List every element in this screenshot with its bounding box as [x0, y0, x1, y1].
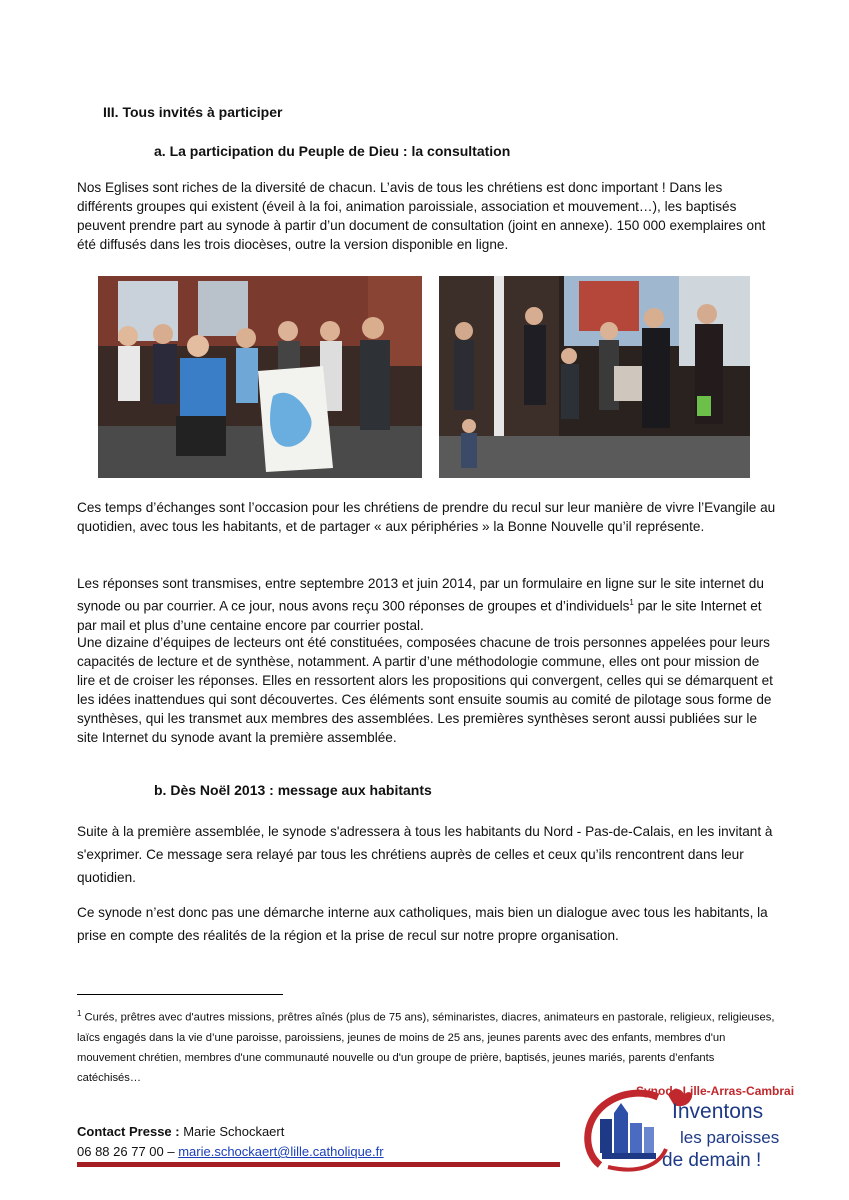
contact-label: Contact Presse : [77, 1124, 180, 1139]
contact-email-link[interactable]: marie.schockaert@lille.catholique.fr [178, 1144, 384, 1159]
subsection-heading-b: b. Dès Noël 2013 : message aux habitants [154, 782, 432, 798]
subsection-heading-a: a. La participation du Peuple de Dieu : la consultation [154, 143, 511, 159]
logo-title: Synode Lille-Arras-Cambrai [636, 1084, 795, 1098]
paragraph-message-habitants: Suite à la première assemblée, le synode s'adressera à tous les habitants du Nord - Pas-de-Calais, en les invitant à s'exprimer. Ce message sera relayé par tous les chrétiens auprès de celles et ceux qu’ils rencontrent dans leur quotidien. [77, 824, 773, 885]
paragraph-reponses-part1: Les réponses sont transmises, entre septembre 2013 et juin 2014, par un formulaire en ligne sur le site internet du synode ou par courrier. A ce jour, nous avons reçu 300 réponses de groupes et d’individuels [77, 576, 764, 614]
footnote-text: Curés, prêtres avec d'autres missions, prêtres aînés (plus de 75 ans), séminaristes, diacres, animateurs en pastorale, religieux, religieuses, laïcs engagés dans la vie d’une paroisse, paroissiens, jeunes de moins de 25 ans, jeunes parents avec des enfants, membres d'un mouvement chrétien, membres d'une communauté nouvelle ou d'un groupe de prière, baptisés, jeunes mariés, parents d’enfants catéchisés… [77, 1011, 775, 1084]
paragraph-echanges: Ces temps d’échanges sont l’occasion pour les chrétiens de prendre du recul sur leur manière de vivre l’Evangile au quotidien, avec tous les habitants, et de partager « aux périphéries » la Bonne Nouvelle qu’il représente. [77, 500, 776, 534]
footnote-reference: 1 [629, 598, 634, 607]
paragraph-lecteurs: Une dizaine d’équipes de lecteurs ont été constituées, composées chacune de trois personnes appelées pour leurs capacités de lecture et de synthèse, notamment. A partir d’une méthodologie commune, elles ont pour mission de lire et de croiser les réponses. Elles en ressortent alors les propositions qui convergent, celles qui se démarquent et les idées inattendues qui sont découvertes. Ces éléments sont ensuite soumis au comité de pilotage sous forme de synthèses, qui les transmet aux membres des assemblées. Les premières synthèses seront aussi publiées sur le site Internet du synode avant la première assemblée. [77, 635, 773, 745]
paragraph-reponses [77, 574, 777, 635]
footer-red-bar [77, 1162, 560, 1167]
contact-name: Marie Schockaert [179, 1124, 285, 1139]
logo-line-2: les paroisses [680, 1128, 780, 1147]
footnote-number: 1 [77, 1009, 82, 1018]
paragraph-reponses-part2: par le site Internet et par mail et plus d’une centaine encore par courrier postal. [77, 598, 762, 633]
photo-group-with-banner [98, 276, 422, 478]
contact-line-2 [77, 1142, 384, 1162]
contact-line-1 [77, 1122, 384, 1142]
photo-group-street [439, 276, 750, 478]
contact-block [77, 1122, 384, 1162]
logo-line-3: de demain ! [662, 1150, 762, 1171]
paragraph-consultation: Nos Eglises sont riches de la diversité de chacun. L’avis de tous les chrétiens est donc important ! Dans les différents groupes qui existent (éveil à la foi, animation paroissiale, association et mouvement…), les baptisés peuvent prendre part au synode à partir d’un document de consultation (joint en annexe). 150 000 exemplaires ont été diffusés dans les trois diocèses, outre la version disponible en ligne. [77, 180, 766, 252]
footnote-divider [77, 994, 283, 995]
footnote [77, 1004, 777, 1088]
contact-phone: 06 88 26 77 00 – [77, 1144, 179, 1159]
logo-line-1: Inventons [672, 1100, 764, 1123]
paragraph-dialogue: Ce synode n’est donc pas une démarche interne aux catholiques, mais bien un dialogue avec tous les habitants, la prise en compte des réalités de la région et la prise de recul sur notre propre organisation. [77, 905, 768, 943]
section-heading: III. Tous invités à participer [103, 104, 283, 120]
